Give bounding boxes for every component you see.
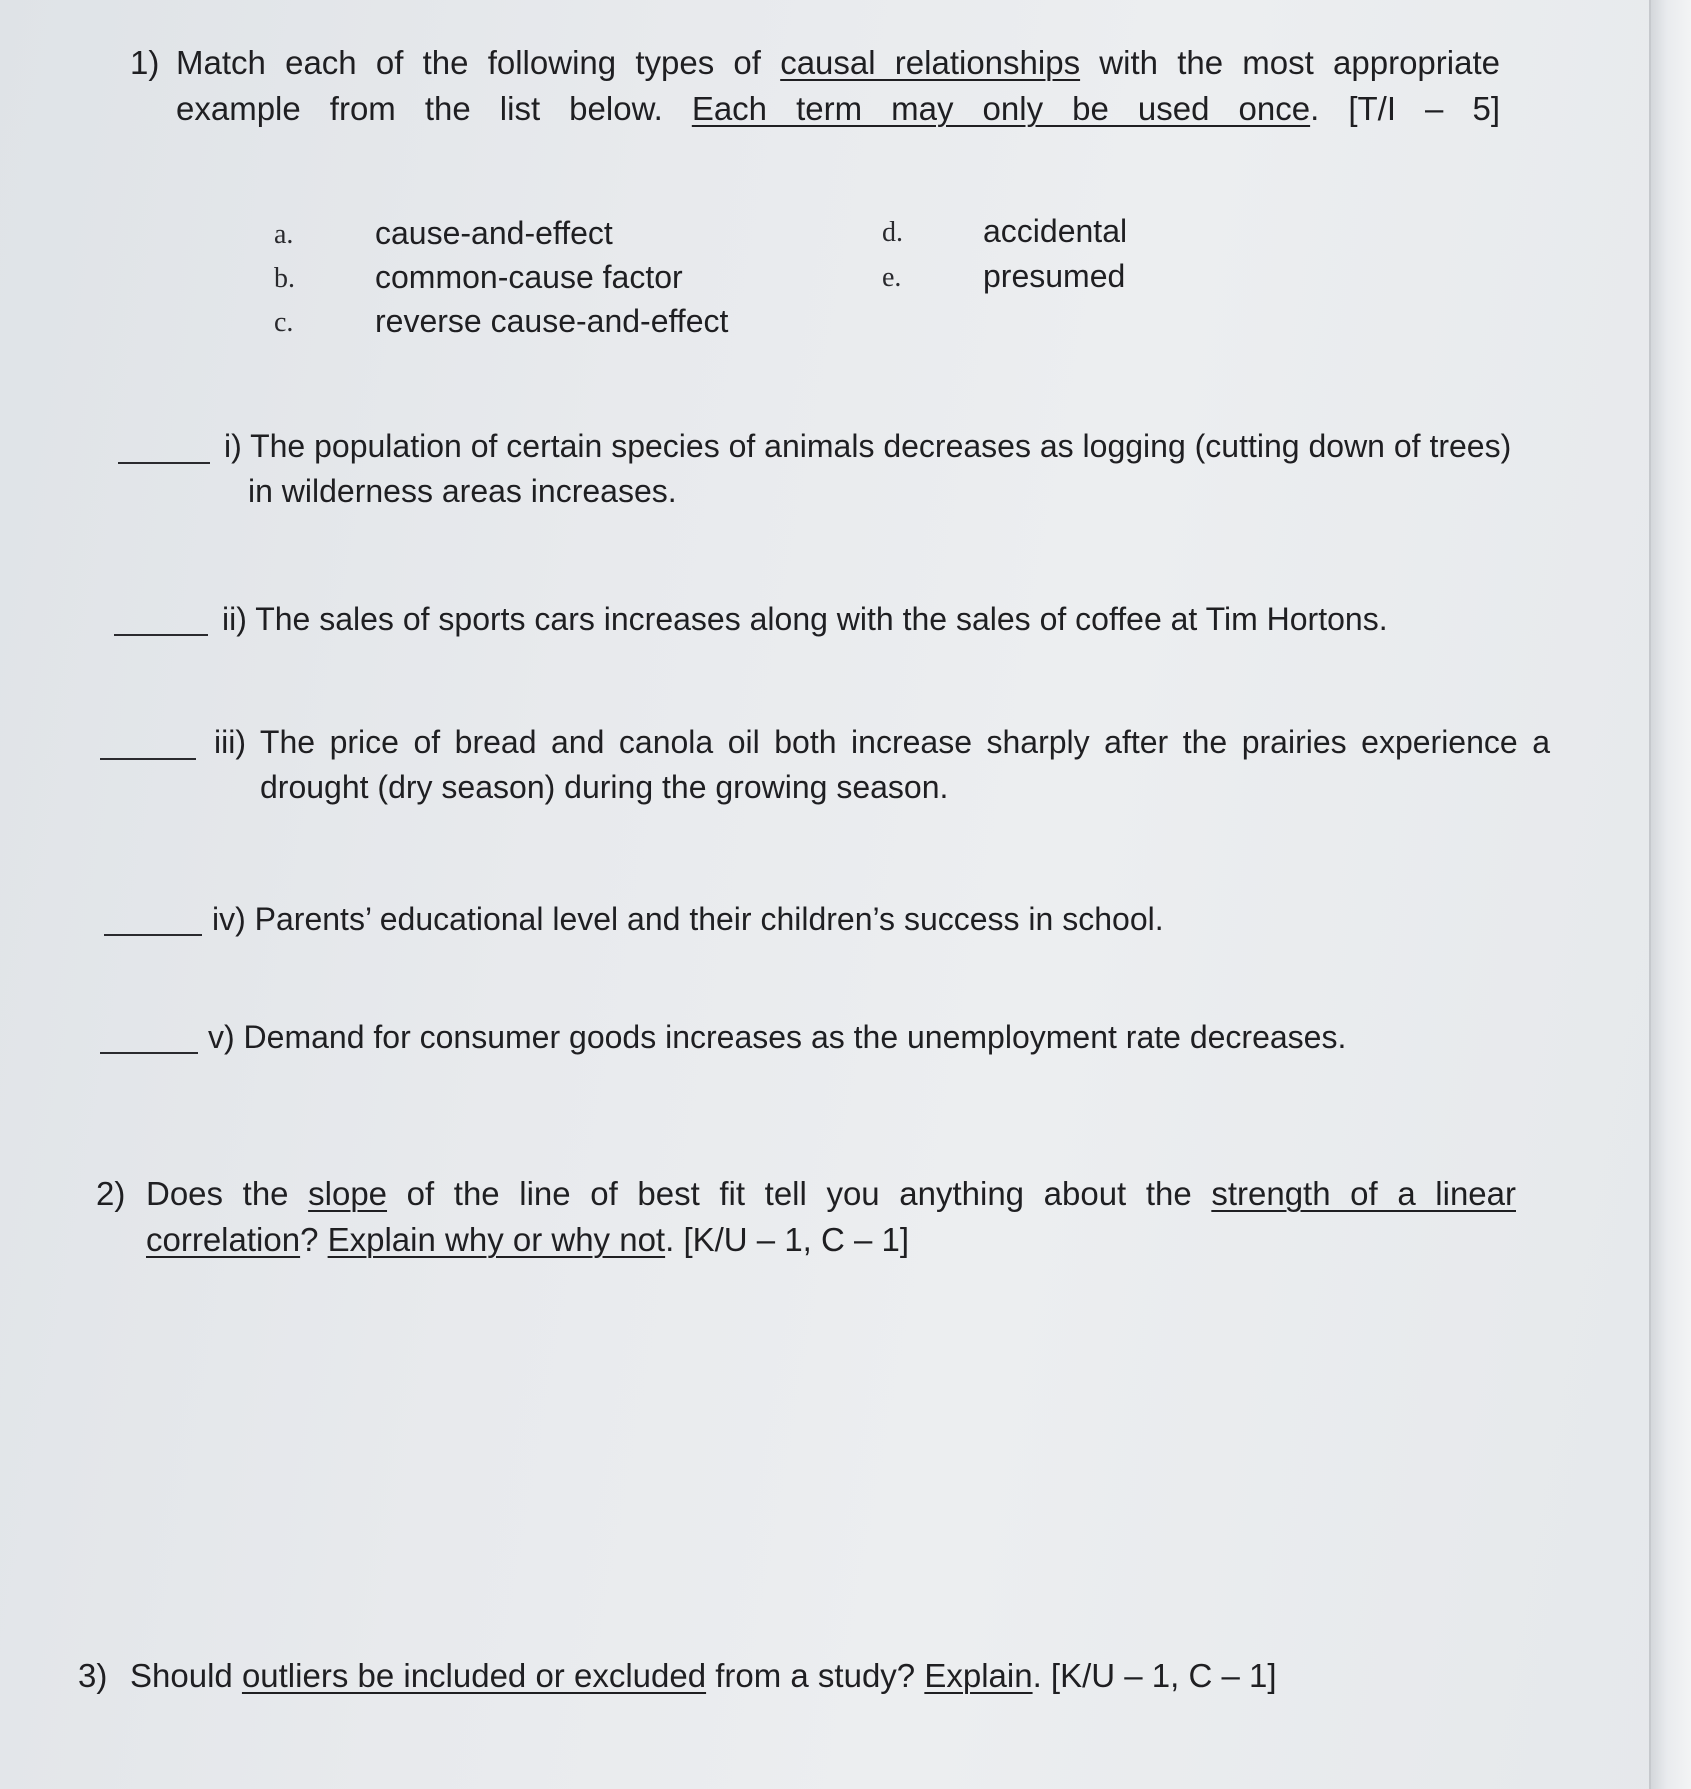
option-e-label: presumed: [983, 258, 1126, 294]
answer-blank-i[interactable]: [118, 462, 210, 464]
match-item-iii: iii) The price of bread and canola oil both increase sharply after the prairies experience a drought (dry season) during the growing season.: [214, 724, 1550, 805]
question-2-number: 2): [96, 1175, 126, 1212]
question-1-underline-once: Each term may only be used once: [691, 90, 1311, 127]
match-item-ii: ii) The sales of sports cars increases along with the sales of coffee at Tim Hortons.: [222, 601, 1388, 637]
option-e-letter: e.: [882, 262, 902, 293]
question-3: [78, 1653, 1538, 1699]
question-1: [130, 40, 1500, 132]
option-d-letter: d.: [882, 217, 903, 248]
question-2: [96, 1171, 1516, 1263]
option-d-label: accidental: [983, 213, 1128, 249]
answer-blank-v[interactable]: [100, 1052, 198, 1054]
page-edge: [1649, 0, 1691, 1789]
match-item-v: v) Demand for consumer goods increases as the unemployment rate decreases.: [208, 1019, 1347, 1055]
answer-blank-iv[interactable]: [104, 934, 202, 936]
question-2-underline-strength: strength of a linear correlation: [146, 1175, 1516, 1258]
question-1-underline-causal: causal relationships: [780, 44, 1081, 81]
question-2-underline-slope: slope: [308, 1175, 388, 1212]
question-1-number: 1): [130, 44, 160, 81]
question-1-prompt: Match each of the following types of causal relationships with the most appropriate example from the list below. Each term may only be used once. [T/I – 5]: [176, 44, 1500, 127]
match-item-i: i) The population of certain species of animals decreases as logging (cutting down of trees) in wilderness areas increases.: [224, 428, 1512, 509]
option-b-label: common-cause factor: [375, 259, 683, 295]
option-a-label: cause-and-effect: [375, 215, 613, 251]
match-item-iv: iv) Parents’ educational level and their children’s success in school.: [212, 901, 1164, 937]
question-3-underline-outliers: outliers be included or excluded: [241, 1657, 707, 1694]
question-3-underline-explain: Explain: [924, 1657, 1033, 1694]
answer-blank-iii[interactable]: [100, 758, 196, 760]
option-c-letter: c.: [274, 307, 294, 338]
question-3-number: 3): [78, 1657, 108, 1694]
answer-blank-ii[interactable]: [114, 634, 208, 636]
option-a-letter: a.: [274, 219, 294, 250]
option-c-label: reverse cause-and-effect: [375, 303, 729, 339]
question-3-prompt: Should outliers be included or excluded from a study? Explain. [K/U – 1, C – 1]: [130, 1657, 1277, 1694]
question-2-underline-explain: Explain why or why not: [327, 1221, 666, 1258]
question-2-prompt: Does the slope of the line of best fit tell you anything about the strength of a linear correlation? Explain why or why not. [K/U – 1, C – 1]: [146, 1175, 1516, 1258]
option-b-letter: b.: [274, 263, 295, 294]
